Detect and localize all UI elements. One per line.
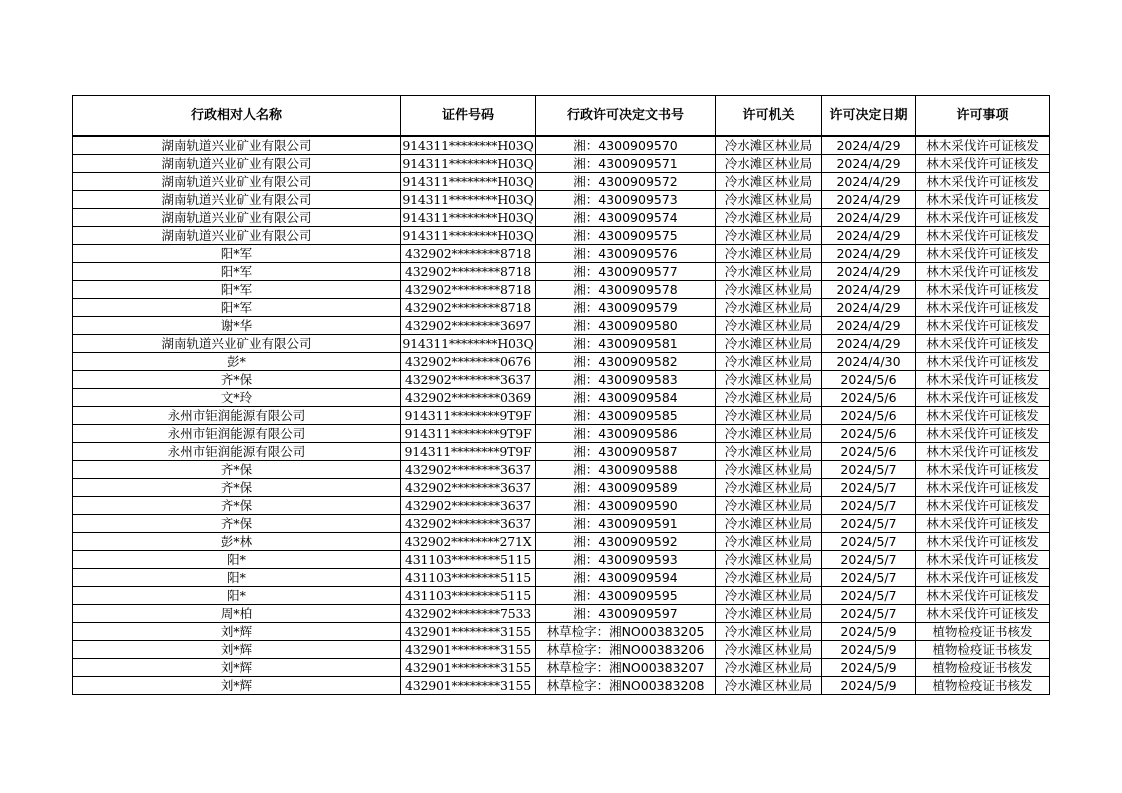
- cell-issuing-authority: 冷水滩区林业局: [716, 587, 822, 605]
- cell-permit-item: 林木采伐许可证核发: [916, 227, 1050, 245]
- table-row: [73, 425, 1050, 443]
- table-row: [73, 173, 1050, 191]
- cell-applicant-name: 齐*保: [73, 479, 401, 497]
- cell-decision-doc-number: 湘：4300909586: [536, 425, 716, 443]
- cell-decision-doc-number: 湘：4300909589: [536, 479, 716, 497]
- cell-id-number: 914311********H03Q: [402, 336, 534, 351]
- table-row: [73, 587, 1050, 605]
- cell-decision-date: 2024/4/29: [822, 173, 916, 191]
- cell-applicant-name: 彭*: [73, 353, 401, 371]
- cell-applicant-name: 阳*: [73, 587, 401, 605]
- table-row: [73, 299, 1050, 317]
- cell-applicant-name: 永州市钜润能源有限公司: [73, 407, 401, 425]
- cell-applicant-name: 永州市钜润能源有限公司: [73, 425, 401, 443]
- cell-id-number: 914311********H03Q: [402, 210, 534, 225]
- table-row: [73, 227, 1050, 245]
- cell-permit-item: 林木采伐许可证核发: [916, 551, 1050, 569]
- cell-id-number: 431103********5115: [401, 551, 536, 569]
- table-row: [73, 245, 1050, 263]
- table-row: [73, 551, 1050, 569]
- cell-applicant-name: 文*玲: [73, 389, 401, 407]
- cell-applicant-name: 湖南轨道兴业矿业有限公司: [73, 335, 401, 353]
- cell-decision-date: 2024/5/7: [822, 533, 916, 551]
- cell-issuing-authority: 冷水滩区林业局: [716, 317, 822, 335]
- cell-decision-doc-number: 湘：4300909585: [536, 407, 716, 425]
- table-row: [73, 677, 1050, 695]
- table-row: [73, 461, 1050, 479]
- cell-applicant-name: 刘*辉: [73, 659, 401, 677]
- table-row: [73, 263, 1050, 281]
- cell-issuing-authority: 冷水滩区林业局: [716, 461, 822, 479]
- cell-decision-date: 2024/4/29: [822, 155, 916, 173]
- table-row: [73, 641, 1050, 659]
- cell-applicant-name: 阳*军: [73, 299, 401, 317]
- cell-decision-date: 2024/4/29: [822, 299, 916, 317]
- cell-applicant-name: 刘*辉: [73, 641, 401, 659]
- cell-decision-date: 2024/4/29: [822, 245, 916, 263]
- cell-id-number: 432902********8718: [401, 299, 536, 317]
- cell-permit-item: 林木采伐许可证核发: [916, 371, 1050, 389]
- table-row: [73, 209, 1050, 227]
- cell-decision-doc-number: 湘：4300909592: [536, 533, 716, 551]
- cell-issuing-authority: 冷水滩区林业局: [716, 623, 822, 641]
- cell-decision-doc-number: 湘：4300909593: [536, 551, 716, 569]
- cell-applicant-name: 齐*保: [73, 371, 401, 389]
- cell-issuing-authority: 冷水滩区林业局: [716, 263, 822, 281]
- cell-issuing-authority: 冷水滩区林业局: [716, 155, 822, 173]
- cell-id-number: 914311********H03Q: [402, 192, 534, 207]
- cell-decision-date: 2024/5/6: [822, 407, 916, 425]
- table-row: [73, 407, 1050, 425]
- cell-decision-doc-number: 湘：4300909576: [536, 245, 716, 263]
- cell-applicant-name: 湖南轨道兴业矿业有限公司: [73, 173, 401, 191]
- cell-id-number: 432901********3155: [401, 641, 536, 659]
- header-id-number: 证件号码: [401, 96, 536, 137]
- cell-decision-doc-number: 林草检字：湘NO00383205: [536, 623, 716, 641]
- cell-decision-date: 2024/5/7: [822, 515, 916, 533]
- cell-permit-item: 林木采伐许可证核发: [916, 407, 1050, 425]
- cell-decision-doc-number: 湘：4300909571: [536, 155, 716, 173]
- cell-id-number: 432902********0676: [401, 353, 536, 371]
- cell-permit-item: 林木采伐许可证核发: [916, 461, 1050, 479]
- permit-table: [72, 95, 1050, 695]
- cell-decision-doc-number: 湘：4300909570: [536, 136, 716, 155]
- cell-id-number: 432902********7533: [401, 605, 536, 623]
- cell-id-number: 914311********H03Q: [402, 228, 534, 243]
- table-row: [73, 136, 1050, 155]
- cell-decision-date: 2024/5/6: [822, 389, 916, 407]
- cell-id-number: 431103********5115: [401, 587, 536, 605]
- cell-id-number: 432902********3637: [401, 515, 536, 533]
- cell-applicant-name: 谢*华: [73, 317, 401, 335]
- cell-permit-item: 林木采伐许可证核发: [916, 245, 1050, 263]
- header-applicant-name: 行政相对人名称: [73, 96, 401, 137]
- cell-decision-doc-number: 湘：4300909574: [536, 209, 716, 227]
- cell-decision-date: 2024/5/6: [822, 443, 916, 461]
- cell-applicant-name: 阳*军: [73, 245, 401, 263]
- cell-decision-doc-number: 湘：4300909573: [536, 191, 716, 209]
- cell-issuing-authority: 冷水滩区林业局: [716, 245, 822, 263]
- cell-id-number: 432902********3697: [401, 317, 536, 335]
- cell-decision-doc-number: 湘：4300909579: [536, 299, 716, 317]
- table-row: [73, 443, 1050, 461]
- cell-decision-date: 2024/4/29: [822, 263, 916, 281]
- cell-decision-date: 2024/4/29: [822, 136, 916, 155]
- cell-permit-item: 林木采伐许可证核发: [916, 533, 1050, 551]
- cell-decision-date: 2024/4/29: [822, 281, 916, 299]
- table-row: [73, 317, 1050, 335]
- cell-permit-item: 林木采伐许可证核发: [916, 191, 1050, 209]
- table-row: [73, 281, 1050, 299]
- table-row: [73, 371, 1050, 389]
- cell-applicant-name: 湖南轨道兴业矿业有限公司: [73, 227, 401, 245]
- cell-decision-doc-number: 湘：4300909577: [536, 263, 716, 281]
- cell-id-number: 432902********3637: [401, 497, 536, 515]
- cell-decision-doc-number: 湘：4300909588: [536, 461, 716, 479]
- table-row: [73, 515, 1050, 533]
- cell-issuing-authority: 冷水滩区林业局: [716, 533, 822, 551]
- cell-decision-date: 2024/5/7: [822, 497, 916, 515]
- cell-applicant-name: 湖南轨道兴业矿业有限公司: [73, 136, 401, 155]
- table-row: [73, 479, 1050, 497]
- cell-permit-item: 林木采伐许可证核发: [916, 335, 1050, 353]
- table-row: [73, 155, 1050, 173]
- cell-decision-date: 2024/5/7: [822, 587, 916, 605]
- cell-decision-date: 2024/5/6: [822, 425, 916, 443]
- cell-id-number: 431103********5115: [401, 569, 536, 587]
- cell-decision-doc-number: 林草检字：湘NO00383206: [536, 641, 716, 659]
- cell-issuing-authority: 冷水滩区林业局: [716, 281, 822, 299]
- cell-id-number: 432901********3155: [401, 659, 536, 677]
- cell-issuing-authority: 冷水滩区林业局: [716, 371, 822, 389]
- header-issuing-authority: 许可机关: [716, 96, 822, 137]
- cell-issuing-authority: 冷水滩区林业局: [716, 407, 822, 425]
- cell-issuing-authority: 冷水滩区林业局: [716, 497, 822, 515]
- cell-id-number: 432902********8718: [401, 245, 536, 263]
- cell-issuing-authority: 冷水滩区林业局: [716, 227, 822, 245]
- cell-applicant-name: 阳*军: [73, 263, 401, 281]
- cell-applicant-name: 阳*: [73, 569, 401, 587]
- cell-issuing-authority: 冷水滩区林业局: [716, 551, 822, 569]
- cell-issuing-authority: 冷水滩区林业局: [716, 443, 822, 461]
- cell-decision-doc-number: 湘：4300909572: [536, 173, 716, 191]
- table-row: [73, 497, 1050, 515]
- table-row: [73, 353, 1050, 371]
- cell-issuing-authority: 冷水滩区林业局: [716, 136, 822, 155]
- cell-id-number: 914311********H03Q: [402, 138, 534, 153]
- cell-issuing-authority: 冷水滩区林业局: [716, 173, 822, 191]
- cell-issuing-authority: 冷水滩区林业局: [716, 299, 822, 317]
- cell-decision-date: 2024/5/7: [822, 479, 916, 497]
- cell-id-number: 432902********8718: [401, 281, 536, 299]
- cell-id-number: 432902********271X: [401, 533, 536, 551]
- cell-decision-date: 2024/5/9: [822, 677, 916, 695]
- cell-issuing-authority: 冷水滩区林业局: [716, 191, 822, 209]
- cell-id-number: 432902********3637: [401, 461, 536, 479]
- cell-permit-item: 林木采伐许可证核发: [916, 317, 1050, 335]
- cell-id-number: 432902********3637: [401, 371, 536, 389]
- cell-decision-doc-number: 湘：4300909594: [536, 569, 716, 587]
- cell-issuing-authority: 冷水滩区林业局: [716, 605, 822, 623]
- cell-permit-item: 林木采伐许可证核发: [916, 173, 1050, 191]
- cell-applicant-name: 彭*林: [73, 533, 401, 551]
- cell-permit-item: 林木采伐许可证核发: [916, 497, 1050, 515]
- cell-permit-item: 林木采伐许可证核发: [916, 605, 1050, 623]
- cell-decision-date: 2024/5/9: [822, 641, 916, 659]
- table-row: [73, 605, 1050, 623]
- cell-permit-item: 林木采伐许可证核发: [916, 281, 1050, 299]
- header-decision-doc-number: 行政许可决定文书号: [536, 96, 716, 137]
- cell-permit-item: 林木采伐许可证核发: [916, 136, 1050, 155]
- cell-permit-item: 林木采伐许可证核发: [916, 155, 1050, 173]
- cell-permit-item: 林木采伐许可证核发: [916, 389, 1050, 407]
- cell-decision-doc-number: 湘：4300909580: [536, 317, 716, 335]
- cell-issuing-authority: 冷水滩区林业局: [716, 209, 822, 227]
- cell-id-number: 914311********H03Q: [402, 156, 534, 171]
- cell-decision-doc-number: 湘：4300909590: [536, 497, 716, 515]
- table-row: [73, 335, 1050, 353]
- cell-id-number: 432901********3155: [401, 623, 536, 641]
- header-decision-date: 许可决定日期: [822, 96, 916, 137]
- cell-id-number: 432902********0369: [401, 389, 536, 407]
- cell-permit-item: 植物检疫证书核发: [916, 677, 1050, 695]
- cell-id-number: 914311********9T9F: [401, 443, 536, 461]
- cell-issuing-authority: 冷水滩区林业局: [716, 641, 822, 659]
- cell-applicant-name: 周*柏: [73, 605, 401, 623]
- cell-id-number: 914311********9T9F: [401, 407, 536, 425]
- cell-issuing-authority: 冷水滩区林业局: [716, 335, 822, 353]
- cell-permit-item: 林木采伐许可证核发: [916, 569, 1050, 587]
- cell-issuing-authority: 冷水滩区林业局: [716, 677, 822, 695]
- cell-decision-doc-number: 林草检字：湘NO00383207: [536, 659, 716, 677]
- cell-applicant-name: 齐*保: [73, 461, 401, 479]
- cell-decision-date: 2024/5/7: [822, 569, 916, 587]
- cell-decision-doc-number: 湘：4300909578: [536, 281, 716, 299]
- cell-permit-item: 林木采伐许可证核发: [916, 425, 1050, 443]
- table-row: [73, 569, 1050, 587]
- cell-permit-item: 林木采伐许可证核发: [916, 587, 1050, 605]
- cell-permit-item: 植物检疫证书核发: [916, 659, 1050, 677]
- cell-decision-date: 2024/4/29: [822, 335, 916, 353]
- cell-id-number: 432902********8718: [401, 263, 536, 281]
- cell-decision-doc-number: 林草检字：湘NO00383208: [536, 677, 716, 695]
- cell-decision-date: 2024/5/9: [822, 623, 916, 641]
- cell-decision-date: 2024/5/9: [822, 659, 916, 677]
- cell-decision-doc-number: 湘：4300909584: [536, 389, 716, 407]
- cell-decision-date: 2024/5/7: [822, 605, 916, 623]
- cell-applicant-name: 湖南轨道兴业矿业有限公司: [73, 191, 401, 209]
- cell-decision-date: 2024/5/7: [822, 551, 916, 569]
- cell-permit-item: 林木采伐许可证核发: [916, 443, 1050, 461]
- cell-id-number: 914311********9T9F: [401, 425, 536, 443]
- cell-permit-item: 植物检疫证书核发: [916, 641, 1050, 659]
- cell-issuing-authority: 冷水滩区林业局: [716, 659, 822, 677]
- cell-applicant-name: 湖南轨道兴业矿业有限公司: [73, 209, 401, 227]
- table-row: [73, 623, 1050, 641]
- cell-decision-doc-number: 湘：4300909591: [536, 515, 716, 533]
- cell-applicant-name: 齐*保: [73, 515, 401, 533]
- cell-permit-item: 林木采伐许可证核发: [916, 299, 1050, 317]
- cell-decision-date: 2024/4/29: [822, 227, 916, 245]
- cell-issuing-authority: 冷水滩区林业局: [716, 425, 822, 443]
- cell-decision-doc-number: 湘：4300909597: [536, 605, 716, 623]
- cell-applicant-name: 阳*军: [73, 281, 401, 299]
- cell-issuing-authority: 冷水滩区林业局: [716, 569, 822, 587]
- cell-issuing-authority: 冷水滩区林业局: [716, 389, 822, 407]
- cell-applicant-name: 湖南轨道兴业矿业有限公司: [73, 155, 401, 173]
- table-header: [73, 96, 1050, 137]
- table-row: [73, 533, 1050, 551]
- cell-decision-date: 2024/5/7: [822, 461, 916, 479]
- table-row: [73, 191, 1050, 209]
- cell-decision-date: 2024/5/6: [822, 371, 916, 389]
- header-permit-item: 许可事项: [916, 96, 1050, 137]
- cell-decision-doc-number: 湘：4300909587: [536, 443, 716, 461]
- cell-permit-item: 林木采伐许可证核发: [916, 209, 1050, 227]
- cell-id-number: 914311********H03Q: [402, 174, 534, 189]
- cell-applicant-name: 齐*保: [73, 497, 401, 515]
- cell-applicant-name: 刘*辉: [73, 677, 401, 695]
- cell-applicant-name: 永州市钜润能源有限公司: [73, 443, 401, 461]
- cell-id-number: 432901********3155: [401, 677, 536, 695]
- table-row: [73, 659, 1050, 677]
- cell-decision-date: 2024/4/30: [822, 353, 916, 371]
- cell-decision-doc-number: 湘：4300909575: [536, 227, 716, 245]
- cell-decision-date: 2024/4/29: [822, 191, 916, 209]
- cell-decision-doc-number: 湘：4300909582: [536, 353, 716, 371]
- table-body: [73, 136, 1050, 695]
- cell-applicant-name: 阳*: [73, 551, 401, 569]
- table-row: [73, 389, 1050, 407]
- cell-permit-item: 林木采伐许可证核发: [916, 353, 1050, 371]
- cell-id-number: 432902********3637: [401, 479, 536, 497]
- cell-permit-item: 林木采伐许可证核发: [916, 263, 1050, 281]
- cell-permit-item: 植物检疫证书核发: [916, 623, 1050, 641]
- cell-issuing-authority: 冷水滩区林业局: [716, 353, 822, 371]
- cell-decision-doc-number: 湘：4300909595: [536, 587, 716, 605]
- header-row: [73, 96, 1050, 137]
- cell-applicant-name: 刘*辉: [73, 623, 401, 641]
- cell-issuing-authority: 冷水滩区林业局: [716, 515, 822, 533]
- cell-permit-item: 林木采伐许可证核发: [916, 479, 1050, 497]
- cell-decision-date: 2024/4/29: [822, 209, 916, 227]
- cell-decision-doc-number: 湘：4300909581: [536, 335, 716, 353]
- cell-permit-item: 林木采伐许可证核发: [916, 515, 1050, 533]
- cell-issuing-authority: 冷水滩区林业局: [716, 479, 822, 497]
- cell-decision-doc-number: 湘：4300909583: [536, 371, 716, 389]
- cell-decision-date: 2024/4/29: [822, 317, 916, 335]
